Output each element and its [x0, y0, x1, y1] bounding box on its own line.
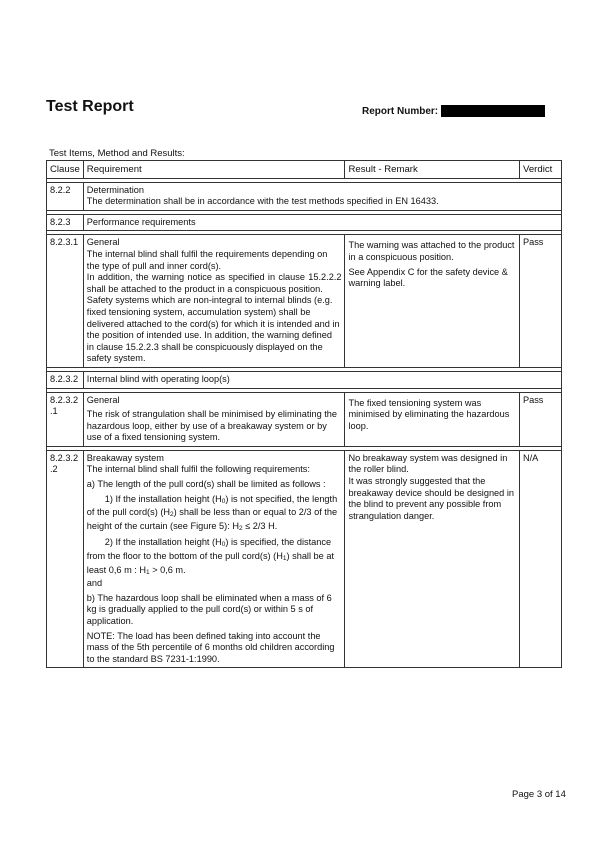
subscript: 0: [221, 541, 226, 549]
requirement-text: The determination shall be in accordance with the test methods specified in EN 16433.: [86, 196, 439, 207]
requirement-title: Determination: [86, 184, 144, 195]
result-text: See Appendix C for the safety device & warning label.: [348, 266, 508, 289]
section-label: Test Items, Method and Results:: [49, 148, 185, 159]
requirement-note: NOTE: The load has been defined taking into account the mass of the 5th percentile of 6 months old children according to the standard BS 7231-1:1990.: [86, 630, 335, 664]
requirement-title: General: [86, 237, 120, 248]
verdict-cell: Pass: [519, 392, 561, 446]
table-row: [47, 182, 562, 210]
report-number: [362, 105, 545, 117]
result-cell: [345, 450, 519, 668]
requirement-text: In addition, the warning notice as specified in clause 15.2.2.2 shall be attached to the product in a conspicuous position.: [86, 272, 342, 294]
text-fragment: ≤ 2/3 H.: [242, 520, 278, 531]
requirement-text: a) The length of the pull cord(s) shall be limited as follows :: [86, 479, 326, 490]
table-header-row: [47, 161, 562, 179]
result-text: No breakaway system was designed in the roller blind.: [348, 452, 508, 475]
requirement-text: Safety systems which are non-integral to internal blinds (e.g. fixed tensioning system, accumulation system) shall be delivered attached to the cord(s) for which it is intended and in the position of intended use. In addition, the warning defined in clause 15.2.2.3 shall be conspicuously displayed on the safety system.: [86, 295, 340, 364]
report-number-label: Report Number:: [362, 105, 439, 117]
table-row: [47, 392, 562, 446]
subscript: 2: [170, 511, 174, 519]
text-fragment: > 0,6 m.: [149, 564, 186, 575]
requirement-cell: Internal blind with operating loop(s): [83, 371, 561, 388]
verdict-cell: Pass: [519, 235, 561, 368]
requirement-text: b) The hazardous loop shall be eliminated when a mass of 6 kg is gradually applied to the pull cord(s) or within 5 s of application.: [86, 592, 332, 626]
requirement-cell: [83, 182, 561, 210]
requirement-text: The risk of strangulation shall be minimised by eliminating the hazardous loop, either by use of a breakaway system or by use of a fixed tensioning system.: [86, 409, 338, 443]
requirement-cell: [83, 450, 345, 668]
result-text: It was strongly suggested that the breakaway device should be designed in the blind to prevent any possible from strangulation danger.: [348, 476, 514, 521]
text-fragment: 1) If the installation height (H: [104, 493, 222, 504]
result-text: The fixed tensioning system was minimised by eliminating the hazardous loop.: [348, 397, 510, 431]
column-header-requirement: Requirement: [83, 161, 345, 179]
clause-cell: 8.2.3.2 .1: [47, 392, 84, 446]
requirement-title: Breakaway system: [86, 452, 164, 463]
requirement-cell: [83, 392, 345, 446]
requirement-title: General: [86, 394, 120, 405]
subscript: 1: [146, 568, 150, 576]
redaction-bar: [441, 105, 545, 117]
verdict-cell: N/A: [519, 450, 561, 668]
text-fragment: 2) If the installation height (H: [104, 537, 222, 548]
requirement-text: The internal blind shall fulfil the requirements depending on the type of pull and inner cord(s).: [86, 248, 328, 271]
text-fragment: ) shall be at least 0,6 m : H: [86, 551, 334, 575]
table-row: [47, 214, 562, 231]
clause-cell: 8.2.2: [47, 182, 84, 210]
requirement-text: [87, 494, 342, 535]
column-header-verdict: Verdict: [519, 161, 561, 179]
text-fragment: ) is not specified, the length of the pull cord(s) (H: [86, 493, 338, 518]
result-cell: [345, 235, 519, 368]
requirement-cell: [83, 235, 345, 368]
clause-cell: 8.2.3.1: [47, 235, 84, 368]
text-fragment: ) is specified, the distance from the floor to the bottom of the pull cord(s) (H: [86, 537, 332, 562]
requirement-text: [87, 537, 342, 578]
column-header-clause: Clause: [47, 161, 84, 179]
subscript: 1: [282, 555, 287, 563]
table-row: [47, 450, 562, 668]
text-fragment: ) shall be less than or equal to 2/3 of the height of the curtain (see Figure 5): H: [86, 507, 338, 531]
report-title: Test Report: [46, 98, 134, 115]
result-cell: [345, 392, 519, 446]
subscript: 0: [221, 497, 226, 505]
page-number: Page 3 of 14: [512, 789, 566, 800]
subscript: 2: [238, 524, 243, 532]
requirement-text: The internal blind shall fulfil the following requirements:: [86, 464, 310, 475]
requirement-text: and: [86, 578, 103, 589]
clause-cell: 8.2.3.2 .2: [47, 450, 84, 668]
test-results-table: [46, 160, 562, 668]
clause-cell: 8.2.3: [47, 214, 84, 231]
requirement-cell: Performance requirements: [83, 214, 561, 231]
result-text: The warning was attached to the product in a conspicuous position.: [348, 240, 515, 262]
table-row: [47, 371, 562, 388]
clause-cell: 8.2.3.2: [47, 371, 84, 388]
column-header-result: Result - Remark: [345, 161, 519, 179]
table-row: [47, 235, 562, 368]
